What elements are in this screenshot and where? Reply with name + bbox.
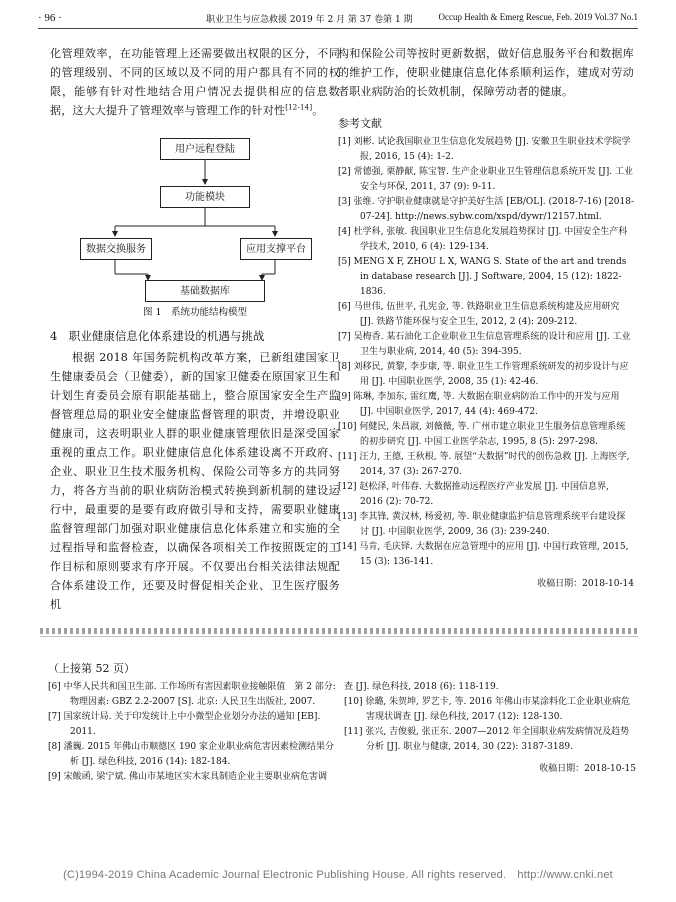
reference-item: [2] 常德强, 栗静献, 陈宝智. 生产企业职业卫生管理信息系统开发 [J]. 工业安全与环保, 2011, 37 (9): 9-11. (338, 167, 633, 192)
reference-item: [11] 张兴, 吉俊毅, 张正东. 2007—2012 年全国职业病发病情况及趋势分析 [J]. 职业与健康, 2014, 30 (22): 3187-3189. (344, 727, 630, 752)
reference-item: [10] 徐璐, 朱贺坤, 罗艺卡, 等. 2016 年佛山市某涂料化工企业职业病危害现状调查 [J]. 绿色科技, 2017 (12): 128-130. (344, 697, 630, 722)
reference-item: [7] 国家统计局. 关于印发统计上中小微型企业划分办法的通知 [EB]. 2011. (48, 712, 321, 737)
page-header (38, 10, 638, 29)
reference-item: [13] 李其锋, 黄汉林, 杨爱初, 等. 职业健康监护信息管理系统平台建设探讨 [J]. 中国职业医学, 2009, 36 (3): 239-240. (338, 512, 626, 537)
reference-item: [9] 宋鲅函, 梁宁斌. 佛山市某地区实木家具制造企业主要职业病危害调 (48, 772, 328, 782)
reference-item: [8] 刘移民, 黄黎, 李步康, 等. 职业卫生工作管理系统研发的初步设计与应用 [J]. 中国职业医学, 2008, 35 (1): 42-46. (338, 362, 629, 387)
reference-item: [11] 汪力, 王德, 王秋根, 等. 展望“大数据”时代的创伤急救 [J]. 上海医学, 2014, 37 (3): 267-270. (338, 452, 630, 477)
bottom-right-column (344, 680, 636, 774)
bottom-reference-list-left (48, 680, 340, 785)
bottom-left-column (48, 680, 340, 785)
box-data-exchange: 数据交换服务 (80, 238, 152, 260)
right-column (338, 44, 634, 589)
reference-item: [12] 赵松泽, 叶伟春. 大数据推动远程医疗产业发展 [J]. 中国信息界, 2016 (2): 70-72. (338, 482, 609, 507)
reference-item: [6] 马世伟, 伍世平, 孔宪金, 等. 铁路职业卫生信息系统构建及应用研究 [J]. 铁路节能环保与安全卫生, 2012, 2 (4): 209-212. (338, 302, 620, 327)
bottom-received-date: 收稿日期：2018-10-15 (539, 764, 636, 774)
journal-title-cn: 职业卫生与应急救援 2019 年 2 月 第 37 卷第 1 期 (206, 15, 413, 25)
left-column (50, 44, 340, 614)
citation: [12-14] (285, 103, 313, 112)
section-heading: 4 职业健康信息化体系建设的机遇与挑战 (50, 329, 265, 343)
section-divider (40, 628, 638, 634)
box-base-database: 基础数据库 (145, 280, 265, 302)
reference-item: [10] 何健民, 朱昌淑, 刘薇薇, 等. 广州市建立职业卫生服务信息管理系统的初步研究 [J]. 中国工业医学杂志, 1995, 8 (5): 297-298. (338, 422, 626, 447)
reference-item: 查 [J]. 绿色科技, 2018 (6): 118-119. (344, 682, 499, 692)
reference-item: [1] 刘彬. 试论我国职业卫生信息化发展趋势 [J]. 安徽卫生职业技术学院学报, 2016, 15 (4): 1-2. (338, 137, 631, 162)
reference-item: [9] 陈琳, 李加东, 雷红鹰, 等. 大数据在职业病防治工作中的开发与应用 [J]. 中国职业医学, 2017, 44 (4): 469-472. (338, 392, 620, 417)
section-divider-line (40, 636, 638, 637)
bottom-reference-list-right (344, 680, 636, 755)
reference-item: [6] 中华人民共和国卫生部. 工作场所有害因素职业接触限值 第 2 部分: 物理因素: GBZ 2.2-2007 [S]. 北京: 人民卫生出版社, 2007. (48, 682, 336, 707)
reference-item: [8] 潘巍. 2015 年佛山市顺德区 190 家企业职业病危害因素检测结果分析 [J]. 绿色科技, 2016 (14): 182-184. (48, 742, 334, 767)
references-title: 参考文献 (338, 117, 382, 130)
continued-note: （上接第 52 页） (48, 662, 135, 675)
reference-list (338, 135, 634, 570)
box-user-remote-login: 用户远程登陆 (160, 138, 250, 160)
paragraph-section-4: 根据 2018 年国务院机构改革方案，已新组建国家卫生健康委员会（卫健委），新的国家卫健委在原国家卫生和计划生育委员会原有职能基础上，整合原国家安全生产监督管理总局的职业安全健康监督管理的职责，并增设职业健康司，这表明职业人群的职业健康管理依旧是深受国家重视的重点工作。职业健康信息化体系建设离不开政府、企业、职业卫生技术服务机构、保险公司等多方的共同努力，将各方当前的职业病防治模式转换到新机制的建设运行中，最重要的是要有政府做引导和支持，需要职业健康监督管理部门加强对职业健康信息化体系建立和实施的全过程指导和监督检查，以确保各项相关工作按照既定的工作目标和原则要求有序开展。不仅要出台相关法律法规配合体系建设工作，还要及时督促相关企业、卫生医疗服务机 (50, 351, 340, 611)
reference-item: [5] MENG X F, ZHOU L X, WANG S. State of the art and trends in database research [J]. J Software, 2004, 15 (12): 1822-1836. (338, 257, 627, 297)
box-app-support-platform: 应用支撑平台 (240, 238, 312, 260)
reference-item: [3] 张维. 守护职业健康就是守护美好生活 [EB/OL]. (2018-7-16) [2018-07-24]. http://news.sybw.com/xspd/dywr/12157.html. (338, 197, 635, 222)
paragraph-function-management: 化管理效率，在功能管理上还需要做出权限的区分，不同的管理级别、不同的区域以及不同的用户都具有不同的权限，能够有针对性地结合用户情况去提供相应的信息数据，这大大提升了管理效率与管理工作的针对性[12-14]。 (50, 47, 340, 117)
reference-item: [4] 杜学科, 张敏. 我国职业卫生信息化发展趋势探讨 [J]. 中国安全生产科学技术, 2010, 6 (4): 129-134. (338, 227, 628, 252)
paragraph-continued: 构和保险公司等按时更新数据，做好信息服务平台和数据库的维护工作，使职业健康信息化体系顺利运作，建成对劳动者职业病防治的长效机制，保障劳动者的健康。 (338, 47, 634, 98)
received-date: 收稿日期：2018-10-14 (537, 579, 634, 589)
journal-title-en: Occup Health & Emerg Rescue, Feb. 2019 Vol.37 No.1 (438, 12, 638, 22)
box-function-module: 功能模块 (160, 186, 250, 208)
reference-item: [7] 吴梅香. 某石油化工企业职业卫生信息管理系统的设计和应用 [J]. 工业卫生与职业病, 2014, 40 (5): 394-395. (338, 332, 631, 357)
system-structure-diagram (50, 126, 340, 302)
page-number: · 96 · (38, 12, 62, 24)
figure-caption: 图 1 系统功能结构模型 (142, 307, 248, 318)
copyright-footer: (C)1994-2019 China Academic Journal Electronic Publishing House. All rights reserved. http://www.cnki.net (63, 869, 613, 881)
reference-item: [14] 马肯, 毛庆铎. 大数据在应急管理中的应用 [J]. 中国行政管理, 2015, 15 (3): 136-141. (338, 542, 629, 567)
